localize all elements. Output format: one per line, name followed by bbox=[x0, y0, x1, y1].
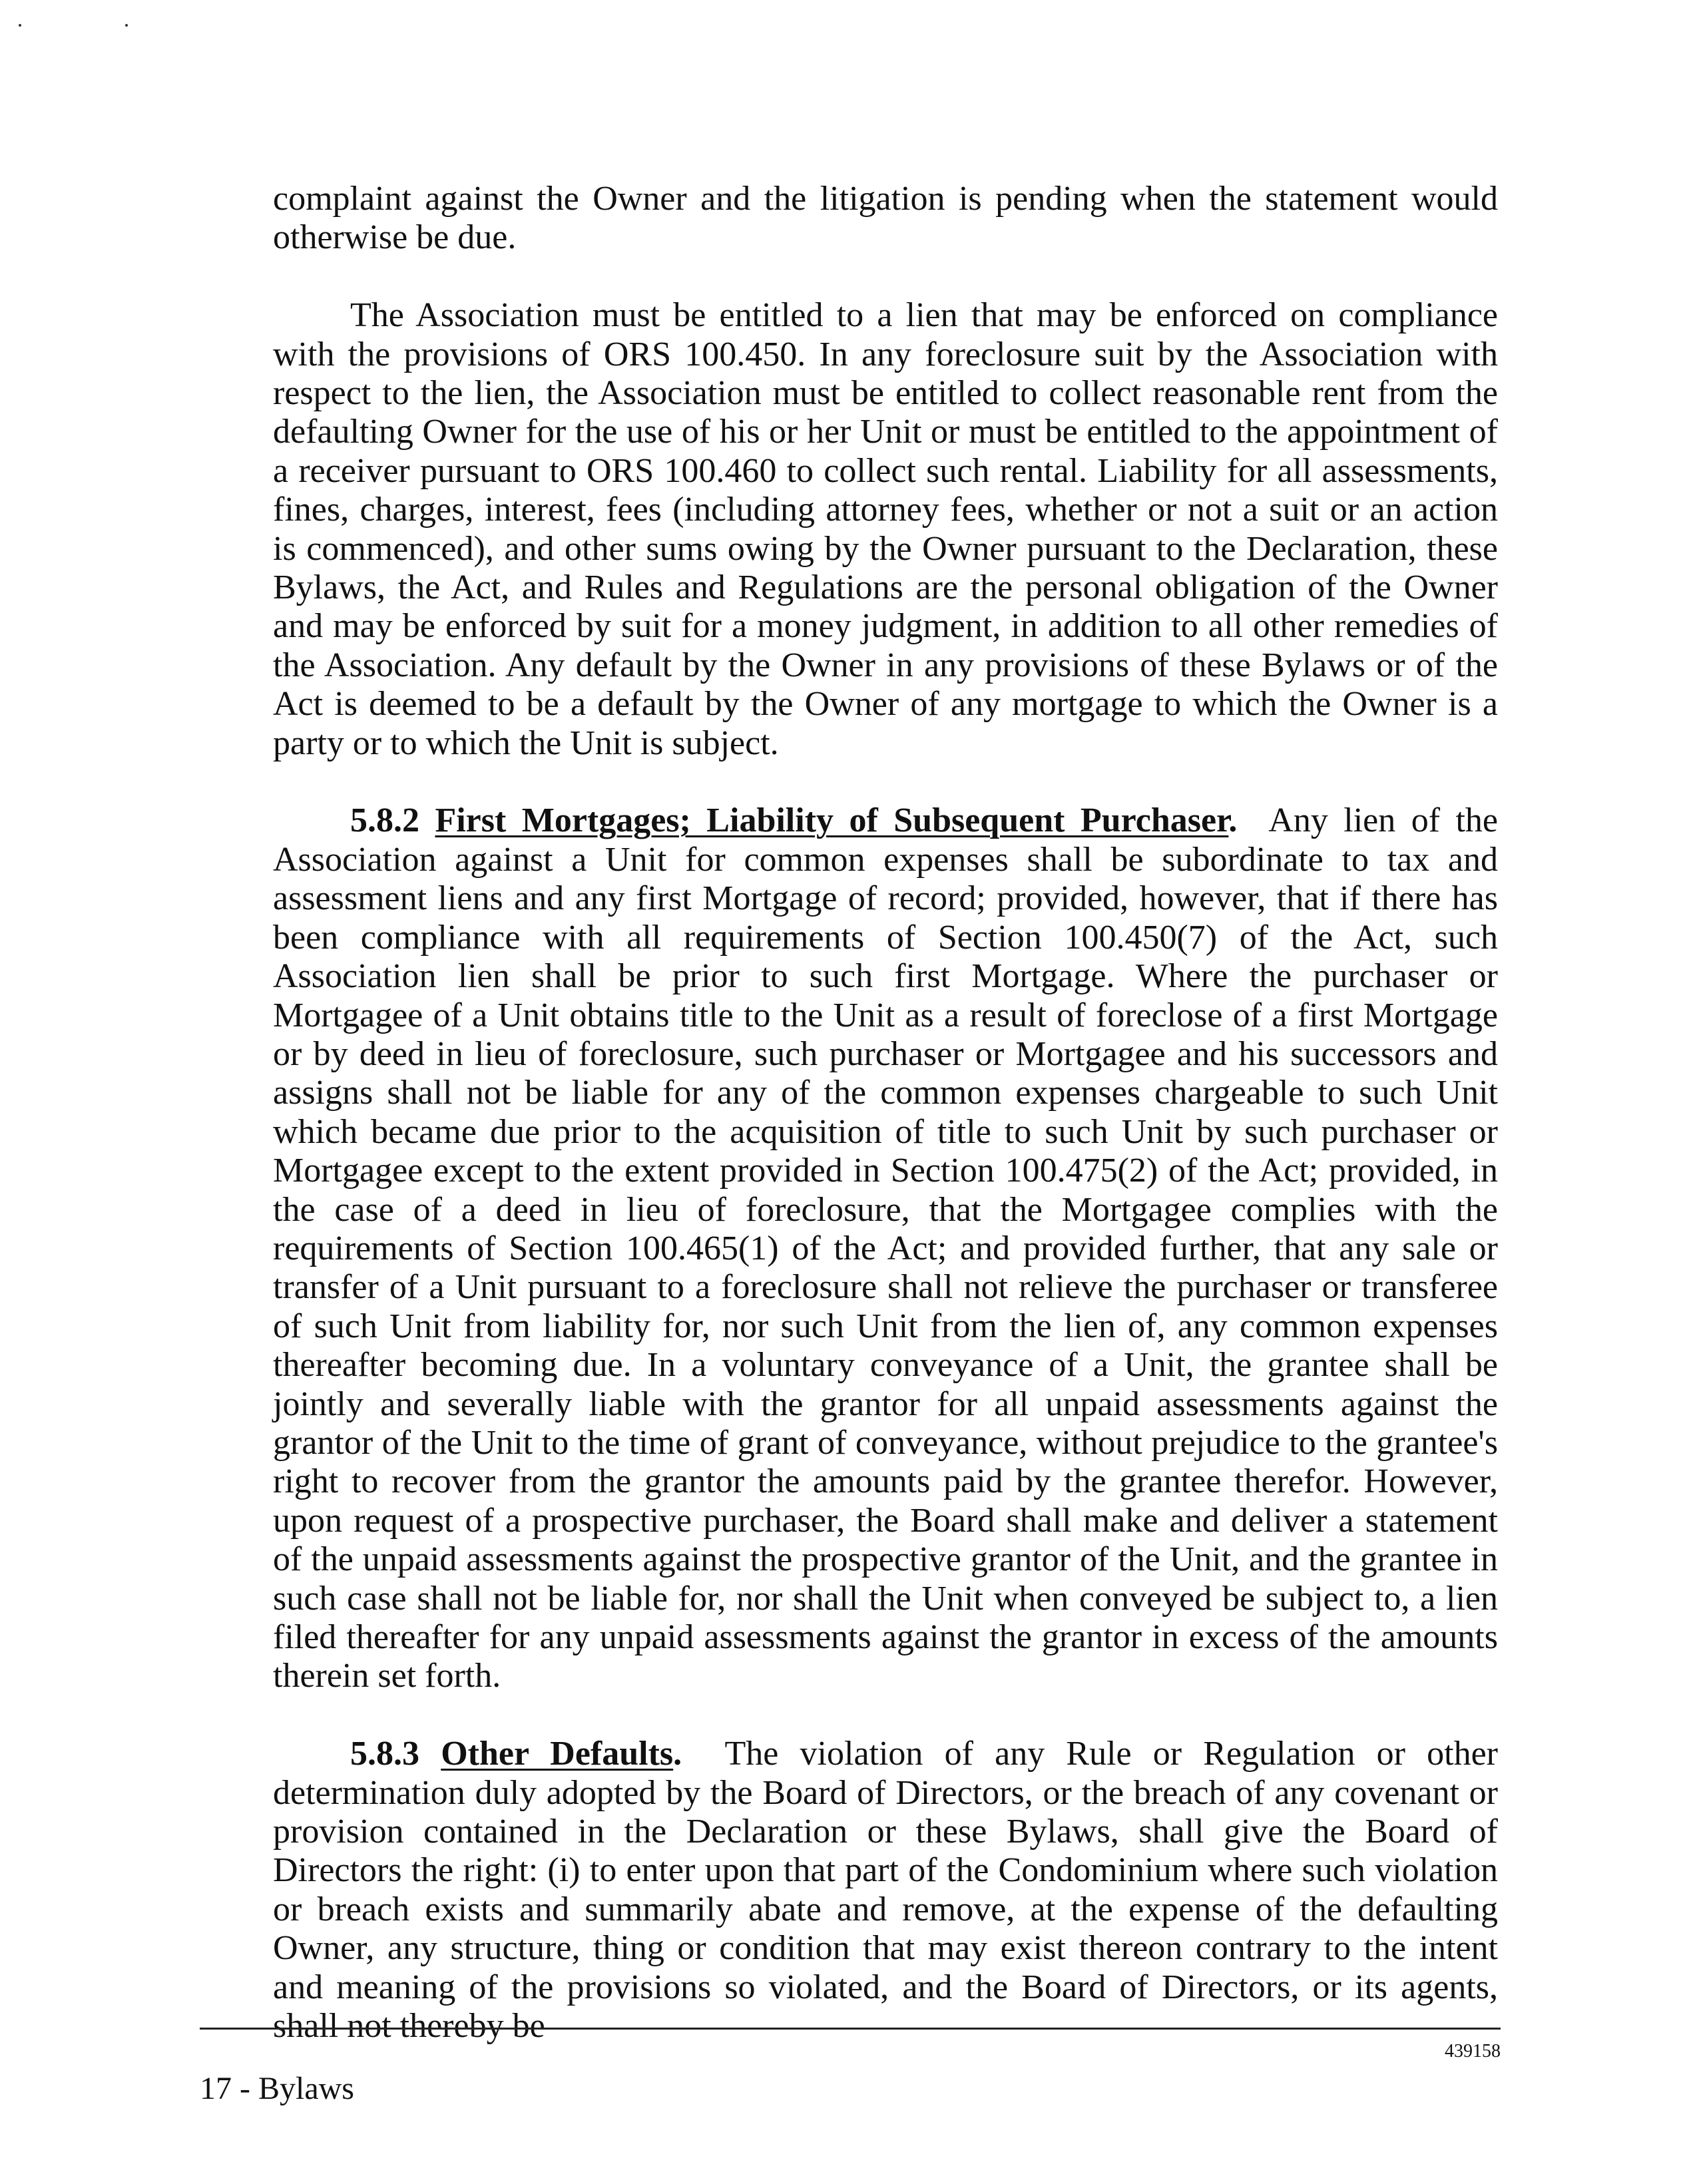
section-5-8-2 bbox=[273, 801, 1498, 1695]
section-title-period: . bbox=[1228, 801, 1238, 840]
section-number: 5.8.2 bbox=[350, 801, 419, 840]
section-text: Any lien of the Association against a Unit for common expenses shall be subordinate to tax and assessment liens and any first Mortgage of record; provided, however, that if there has been compliance with all requirements of Section 100.450(7) of the Act, such Association lien shall be prior to such first Mortgage. Where the purchaser or Mortgagee of a Unit obtains title to the Unit as a result of foreclose of a first Mortgage or by deed in lieu of foreclosure, such purchaser or Mortgagee and his successors and assigns shall not be liable for any of the common expenses chargeable to such Unit which became due prior to the acquisition of title to such Unit by such purchaser or Mortgagee except to the extent provided in Section 100.475(2) of the Act; provided, in the case of a deed in lieu of foreclosure, that the Mortgagee complies with the requirements of Section 100.465(1) of the Act; and provided further, that any sale or transfer of a Unit pursuant to a foreclosure shall not relieve the purchaser or transferee of such Unit from liability for, nor such Unit from the lien of, any common expenses thereafter becoming due. In a voluntary conveyance of a Unit, the grantee shall be jointly and severally liable with the grantor for all unpaid assessments against the grantor of the Unit to the time of grant of conveyance, without prejudice to the grantee's right to recover from the grantor the amounts paid by the grantee therefor. However, upon request of a prospective purchaser, the Board shall make and deliver a statement of the unpaid assessments against the prospective grantor of the Unit, and the grantee in such case shall not be liable for, nor shall the Unit when conveyed be subject to, a lien filed thereafter for any unpaid assessments against the grantor in excess of the amounts therein set forth. bbox=[273, 801, 1499, 1695]
paragraph-continuation bbox=[273, 180, 1498, 258]
document-number: 439158 bbox=[1445, 2041, 1501, 2062]
section-text: The violation of any Rule or Regulation or other determination duly adopted by the Board of Directors, or the breach of any covenant or provision contained in the Declaration or these Bylaws, shall give the Board of Directors the right: (i) to enter upon that part of the Condominium where such violation or breach exists and summarily abate and remove, at the expense of the defaulting Owner, any structure, thing or condition that may exist thereon contrary to the intent and meaning of the provisions so violated, and the Board of Directors, or its agents, shall not thereby be bbox=[273, 1735, 1499, 2046]
scan-mark bbox=[19, 24, 21, 27]
paragraph-text: complaint against the Owner and the litigation is pending when the statement would otherwise be due. bbox=[273, 180, 1498, 257]
section-5-8-3 bbox=[273, 1735, 1498, 2046]
paragraph-text: The Association must be entitled to a lien that may be enforced on compliance with the provisions of ORS 100.450. In any foreclosure suit by the Association with respect to the lien, the Association must be entitled to collect reasonable rent from the defaulting Owner for the use of his or her Unit or must be entitled to the appointment of a receiver pursuant to ORS 100.460 to collect such rental. Liability for all assessments, fines, charges, interest, fees (including attorney fees, whether or not a suit or an action is commenced), and other sums owing by the Owner pursuant to the Declaration, these Bylaws, the Act, and Rules and Regulations are the personal obligation of the Owner and may be enforced by suit for a money judgment, in addition to all other remedies of the Association. Any default by the Owner in any provisions of these Bylaws or of the Act is deemed to be a default by the Owner of any mortgage to which the Owner is a party or to which the Unit is subject. bbox=[273, 296, 1498, 762]
scan-mark bbox=[125, 24, 128, 27]
footer-divider bbox=[200, 2028, 1501, 2030]
paragraph-association-lien bbox=[273, 296, 1498, 763]
document-body bbox=[273, 180, 1498, 2085]
section-title: Other Defaults bbox=[441, 1735, 674, 1773]
section-number: 5.8.3 bbox=[350, 1735, 419, 1773]
page-label: 17 - Bylaws bbox=[200, 2071, 354, 2106]
section-title-period: . bbox=[673, 1735, 682, 1773]
section-title: First Mortgages; Liability of Subsequent Purchaser bbox=[435, 801, 1229, 840]
